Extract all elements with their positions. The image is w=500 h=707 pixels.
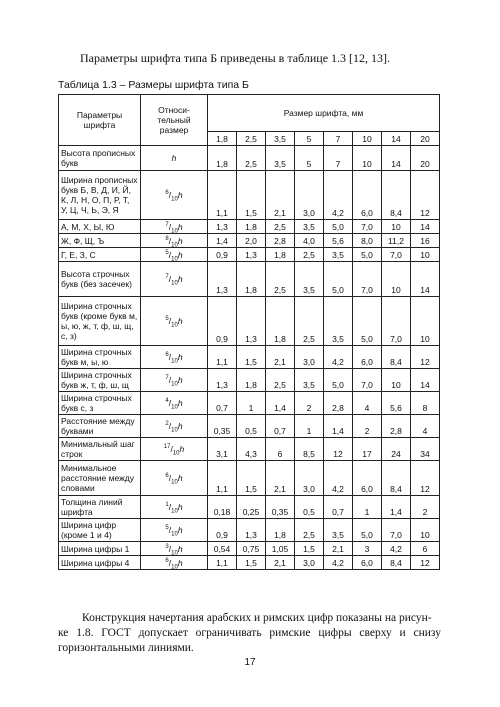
value-cell: 3,5 [295,220,324,234]
value-cell: 14 [411,220,440,234]
value-cell: 6 [411,542,440,556]
relative-size-cell [141,496,208,519]
fraction-variable: h [177,421,183,431]
fraction-numerator: 7 [165,274,169,281]
value-cell: 1,3 [237,519,266,542]
value-cell: 10 [411,297,440,346]
fraction-numerator: 2 [165,421,169,428]
value-cell: 2,5 [295,519,324,542]
value-cell: 7,0 [353,369,382,392]
relative-size-cell [141,248,208,262]
value-cell: 0,9 [208,519,237,542]
fraction-variable: h [177,398,183,408]
value-cell: 3 [353,542,382,556]
value-cell: 1,3 [237,248,266,262]
value-cell: 0,5 [237,415,266,438]
value-cell: 16 [411,234,440,248]
value-cell: 3,5 [324,248,353,262]
value-cell: 3,0 [295,346,324,369]
value-cell: 10 [411,248,440,262]
value-cell: 3,0 [295,461,324,496]
value-cell: 7,0 [353,220,382,234]
value-cell: 3,5 [324,519,353,542]
fraction-variable: h [177,235,183,246]
table-row [59,461,440,496]
table-row [59,415,440,438]
value-cell: 4,2 [324,556,353,570]
value-cell: 8,4 [382,346,411,369]
value-cell: 0,18 [208,496,237,519]
value-cell: 4,2 [324,171,353,220]
value-cell: 1,8 [237,262,266,297]
value-cell: 7 [324,146,353,171]
fraction-denominator: 10 [171,427,178,434]
value-cell: 12 [411,171,440,220]
relative-size-text: h [171,153,177,163]
value-cell: 12 [411,346,440,369]
value-cell: 4,2 [324,461,353,496]
value-cell: 2,5 [237,146,266,171]
relative-size-cell [141,392,208,415]
fraction-numerator: 3 [165,543,169,550]
value-cell: 2 [353,415,382,438]
fraction-numerator: 17 [163,444,171,451]
param-cell: Ширина цифры 1 [59,542,141,556]
fraction-variable: h [177,190,183,200]
fraction-denominator: 10 [171,228,178,234]
value-cell: 1 [237,392,266,415]
param-cell: Расстояние между буквами [59,415,141,438]
relative-size-cell [141,542,208,556]
value-cell: 1,3 [237,297,266,346]
value-cell: 2,1 [266,171,295,220]
fraction-numerator: 5 [165,249,169,256]
size-header: 2,5 [237,132,266,146]
size-header: 7 [324,132,353,146]
fraction-variable: h [177,274,183,284]
fraction-numerator: 6 [165,557,169,564]
relative-size-cell [141,234,208,248]
fraction-denominator: 10 [171,358,178,365]
value-cell: 8,4 [382,556,411,570]
value-cell: 1,05 [266,542,295,556]
param-cell: Ширина строчных букв (кроме букв м, ы, ю, ж, т, ф, ш, щ, с, з) [59,297,141,346]
fraction-slash: / [168,543,172,554]
value-cell: 1,4 [208,234,237,248]
param-cell: Минимальный шаг строк [59,438,141,461]
fraction-slash: / [168,190,172,200]
value-cell: 17 [353,438,382,461]
value-cell: 10 [411,519,440,542]
relative-size-cell [141,262,208,297]
value-cell: 2,5 [266,369,295,392]
value-cell: 1 [353,496,382,519]
fraction-denominator: 10 [171,479,178,486]
value-cell: 7,0 [382,519,411,542]
value-cell: 2,8 [324,392,353,415]
value-cell: 0,54 [208,542,237,556]
fraction-variable: h [177,557,183,568]
fraction-slash: / [168,249,172,260]
size-header: 5 [295,132,324,146]
value-cell: 3,0 [295,556,324,570]
table-row [59,297,440,346]
value-cell: 1,1 [208,556,237,570]
value-cell: 5,6 [382,392,411,415]
value-cell: 34 [411,438,440,461]
value-cell: 14 [411,369,440,392]
fraction-slash: / [170,444,173,454]
fraction-numerator: 7 [165,375,169,382]
value-cell: 3,0 [295,171,324,220]
value-cell: 4,2 [382,542,411,556]
value-cell: 1,8 [208,146,237,171]
fraction-numerator: 5 [165,316,169,323]
value-cell: 14 [382,146,411,171]
fraction-denominator: 10 [171,280,178,287]
param-cell: Г, Е, З, С [59,248,141,262]
fraction-slash: / [168,421,172,431]
value-cell: 0,75 [237,542,266,556]
size-header: 14 [382,132,411,146]
value-cell: 0,5 [295,496,324,519]
value-cell: 4,0 [295,234,324,248]
table-row [59,220,440,234]
fraction-variable: h [177,543,183,554]
fraction-slash: / [168,274,172,284]
value-cell: 1,4 [266,392,295,415]
fraction-denominator: 10 [171,404,178,411]
fraction-slash: / [168,352,172,362]
size-header: 3,5 [266,132,295,146]
value-cell: 1,8 [266,297,295,346]
value-cell: 1,4 [324,415,353,438]
page-number: 17 [244,657,256,668]
relative-size-cell [141,438,208,461]
value-cell: 2,1 [266,346,295,369]
relative-size-cell [141,171,208,220]
fraction-denominator: 10 [171,256,178,262]
value-cell: 5,6 [324,234,353,248]
table-row [59,262,440,297]
size-header: 10 [353,132,382,146]
fraction-numerator: 4 [165,398,169,405]
value-cell: 0,35 [266,496,295,519]
value-cell: 8,4 [382,461,411,496]
value-cell: 1,1 [208,461,237,496]
value-cell: 10 [382,262,411,297]
fraction-variable: h [177,502,183,512]
value-cell: 1,8 [266,519,295,542]
value-cell: 8 [411,392,440,415]
value-cell: 1,3 [208,262,237,297]
fraction-slash: / [168,398,172,408]
param-cell: Ж, Ф, Щ, Ъ [59,234,141,248]
param-cell: Ширина прописных букв Б, В, Д, И, Й, К, Л, Н, О, П, Р, Т, У, Ц, Ч, Ь, Э, Я [59,171,141,220]
table-row [59,542,440,556]
value-cell: 2,8 [382,415,411,438]
value-cell: 5,0 [324,369,353,392]
fraction-slash: / [168,316,172,326]
value-cell: 2 [411,496,440,519]
value-cell: 7,0 [382,297,411,346]
value-cell: 6,0 [353,556,382,570]
fraction-variable: h [177,375,183,385]
param-cell: Высота прописных букв [59,146,141,171]
value-cell: 2,5 [295,297,324,346]
intro-paragraph: Параметры шрифта типа Б приведены в таблице 1.3 [12, 13]. [80,51,391,65]
relative-size-cell [141,461,208,496]
fraction-numerator: 5 [165,525,169,532]
relative-size-cell [141,556,208,570]
closing-paragraph-line1: Конструкция начертания арабских и римских цифр показаны на рисун- [82,612,432,624]
value-cell: 0,25 [237,496,266,519]
value-cell: 0,7 [324,496,353,519]
value-cell: 2,1 [266,461,295,496]
fraction-numerator: 6 [165,190,169,197]
fraction-numerator: 8 [165,235,169,242]
value-cell: 4 [411,415,440,438]
fraction-denominator: 10 [171,381,178,388]
value-cell: 2,0 [237,234,266,248]
size-header: 20 [411,132,440,146]
value-cell: 1,1 [208,346,237,369]
header-relative-size: Относи-тельный размер [141,95,208,146]
param-cell: Ширина цифр (кроме 1 и 4) [59,519,141,542]
value-cell: 10 [382,369,411,392]
value-cell: 11,2 [382,234,411,248]
value-cell: 4 [353,392,382,415]
fraction-denominator: 10 [171,531,178,538]
param-cell: Ширина строчных букв с, з [59,392,141,415]
fraction-slash: / [168,235,172,246]
value-cell: 1,1 [208,171,237,220]
value-cell: 12 [411,461,440,496]
fraction-numerator: 6 [165,473,169,480]
relative-size-cell [141,346,208,369]
param-cell: Ширина цифры 4 [59,556,141,570]
fraction-slash: / [168,375,172,385]
table-row [59,496,440,519]
value-cell: 5,0 [353,297,382,346]
table-row [59,146,440,171]
value-cell: 2 [295,392,324,415]
fraction-denominator: 10 [171,508,178,515]
value-cell: 3,5 [324,297,353,346]
relative-size-cell [141,415,208,438]
table-row [59,369,440,392]
relative-size-cell [141,519,208,542]
value-cell: 1,5 [237,346,266,369]
value-cell: 7,0 [382,248,411,262]
fraction-denominator: 10 [171,322,178,329]
table-row [59,519,440,542]
value-cell: 2,5 [295,248,324,262]
value-cell: 4,2 [324,346,353,369]
param-cell: Высота строчных букв (без засечек) [59,262,141,297]
header-font-size: Размер шрифта, мм [208,95,440,132]
fraction-variable: h [177,316,183,326]
value-cell: 1,3 [208,369,237,392]
value-cell: 1,4 [382,496,411,519]
value-cell: 12 [411,556,440,570]
value-cell: 1,5 [237,556,266,570]
fraction-slash: / [168,525,172,535]
fraction-denominator: 10 [171,196,178,203]
value-cell: 1,8 [237,369,266,392]
table-row [59,248,440,262]
value-cell: 4,3 [237,438,266,461]
table-row [59,346,440,369]
fraction-variable: h [179,444,185,454]
fraction-slash: / [168,502,172,512]
fraction-denominator: 10 [172,450,180,457]
value-cell: 7,0 [353,262,382,297]
closing-paragraph-rest: ке 1.8. ГОСТ допускает ограничивать римские цифры сверху и снизу горизонтальными линиями. [58,627,441,654]
value-cell: 1,3 [208,220,237,234]
value-cell: 5,0 [324,262,353,297]
value-cell: 6 [266,438,295,461]
fraction-variable: h [177,473,183,483]
fraction-variable: h [177,221,183,232]
table-row [59,556,440,570]
param-cell: А, М, Х, Ы, Ю [59,220,141,234]
table-row [59,392,440,415]
table-caption: Таблица 1.3 – Размеры шрифта типа Б [58,79,249,91]
table-row [59,234,440,248]
fraction-variable: h [177,249,183,260]
value-cell: 2,8 [266,234,295,248]
value-cell: 0,9 [208,248,237,262]
value-cell: 12 [324,438,353,461]
value-cell: 2,5 [266,220,295,234]
fraction-denominator: 10 [171,564,178,570]
param-cell: Ширина строчных букв м, ы, ю [59,346,141,369]
value-cell: 2,5 [266,262,295,297]
param-cell: Минимальное расстояние между словами [59,461,141,496]
value-cell: 1 [295,415,324,438]
value-cell: 6,0 [353,171,382,220]
value-cell: 1,5 [295,542,324,556]
value-cell: 1,5 [237,461,266,496]
value-cell: 5,0 [353,519,382,542]
value-cell: 8,4 [382,171,411,220]
value-cell: 1,8 [237,220,266,234]
table-row [59,171,440,220]
value-cell: 1,5 [237,171,266,220]
fraction-slash: / [168,221,172,232]
value-cell: 10 [353,146,382,171]
fraction-denominator: 10 [171,242,178,248]
fraction-denominator: 10 [171,550,178,556]
size-header: 1,8 [208,132,237,146]
fraction-numerator: 1 [165,502,169,509]
value-cell: 0,9 [208,297,237,346]
header-param: Параметры шрифта [59,95,141,146]
fraction-variable: h [177,352,183,362]
value-cell: 0,7 [266,415,295,438]
value-cell: 6,0 [353,346,382,369]
closing-paragraph [58,611,441,656]
param-cell: Толщина линий шрифта [59,496,141,519]
value-cell: 20 [411,146,440,171]
value-cell: 24 [382,438,411,461]
value-cell: 0,35 [208,415,237,438]
relative-size-cell [141,297,208,346]
value-cell: 2,1 [324,542,353,556]
font-size-table [58,94,440,570]
value-cell: 5 [295,146,324,171]
value-cell: 10 [382,220,411,234]
fraction-numerator: 6 [165,352,169,359]
value-cell: 5,0 [324,220,353,234]
relative-size-cell [141,369,208,392]
value-cell: 6,0 [353,461,382,496]
value-cell: 1,8 [266,248,295,262]
value-cell: 5,0 [353,248,382,262]
relative-size-cell [141,220,208,234]
table-row [59,438,440,461]
value-cell: 3,5 [295,262,324,297]
value-cell: 3,1 [208,438,237,461]
value-cell: 3,5 [266,146,295,171]
value-cell: 8,0 [353,234,382,248]
value-cell: 3,5 [295,369,324,392]
fraction-slash: / [168,557,172,568]
value-cell: 14 [411,262,440,297]
fraction-numerator: 7 [165,221,169,228]
fraction-slash: / [168,473,172,483]
fraction-variable: h [177,525,183,535]
value-cell: 2,1 [266,556,295,570]
relative-size-cell [141,146,208,171]
param-cell: Ширина строчных букв ж, т, ф, ш, щ [59,369,141,392]
value-cell: 0,7 [208,392,237,415]
value-cell: 8,5 [295,438,324,461]
